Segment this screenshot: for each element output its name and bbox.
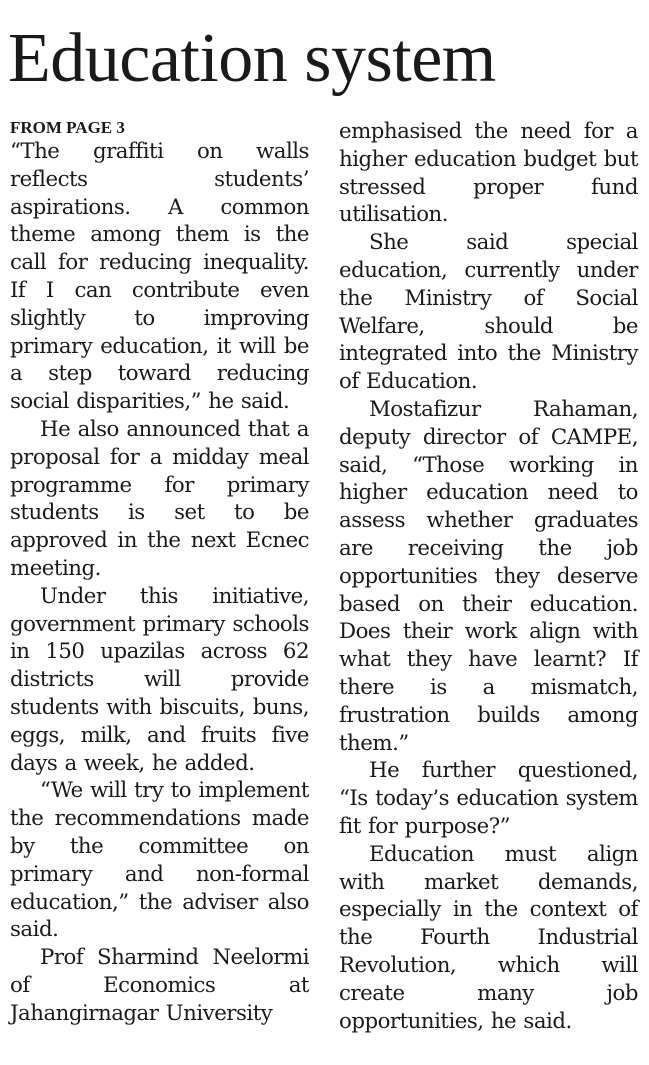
- right-column: [339, 118, 638, 1035]
- paragraph: Prof Sharmind Neelormi of Economics at Jahangirnagar University: [10, 945, 309, 1026]
- paragraph: Mostafizur Rahaman, deputy director of CAMPE, said, “Those working in higher education need to assess whether graduates are receiving the job opportunities they deserve based on their education. Does their work align with what they have learnt? If there is a mismatch, frustration builds among them.”: [339, 396, 638, 756]
- paragraph: “We will try to implement the recommendations made by the committee on primary and non-formal education,” the adviser also said.: [10, 778, 309, 943]
- paragraph: Under this initiative, government primary schools in 150 upazilas across 62 districts will provide students with biscuits, buns, eggs, milk, and fruits five days a week, he added.: [10, 583, 309, 776]
- continuation-kicker: FROM PAGE 3: [10, 118, 125, 137]
- paragraph: emphasised the need for a higher education budget but stressed proper fund utilisation.: [339, 119, 638, 228]
- paragraph: Education must align with market demands, especially in the context of the Fourth Industrial Revolution, which will create many job opportunities, he said.: [339, 841, 638, 1034]
- paragraph: He also announced that a proposal for a midday meal programme for primary students is set to be approved in the next Ecnec meeting.: [10, 416, 309, 581]
- left-column: [10, 118, 309, 1028]
- headline: Education system: [8, 20, 496, 97]
- paragraph: She said special education, currently under the Ministry of Social Welfare, should be integrated into the Ministry of Education.: [339, 230, 638, 395]
- paragraph: He further questioned, “Is today’s education system fit for purpose?”: [339, 758, 638, 839]
- paragraph: “The graffiti on walls reflects students’ aspirations. A common theme among them is the call for reducing inequality. If I can contribute even slightly to improving primary education, it will be a step toward reducing social disparities,” he said.: [10, 139, 309, 415]
